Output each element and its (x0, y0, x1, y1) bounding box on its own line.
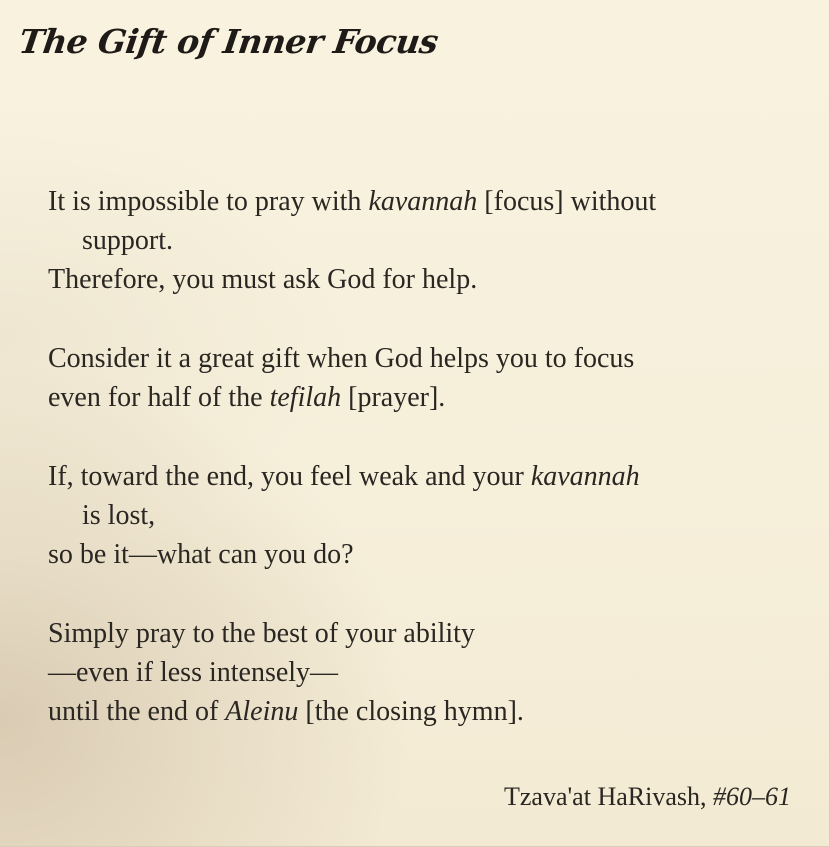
stanza-1 (48, 182, 808, 299)
poem-line: even for half of the tefilah [prayer]. (48, 382, 446, 413)
hebrew-term: tefilah (269, 382, 342, 413)
hebrew-term: Aleinu (225, 696, 299, 727)
poem-line: is lost, (82, 500, 156, 531)
poem-line: It is impossible to pray with kavannah [focus] without (48, 186, 657, 217)
page-title: The Gift of Inner Focus (16, 22, 441, 61)
source-citation: Tzava'at HaRivash, #60–61 (504, 782, 791, 811)
stanza-2 (48, 339, 808, 417)
stanza-3 (48, 457, 808, 574)
poem-body (48, 182, 808, 771)
poem-line: —even if less intensely— (48, 657, 339, 688)
poem-line: until the end of Aleinu [the closing hymn]. (48, 696, 524, 727)
poem-line: If, toward the end, you feel weak and your kavannah (48, 461, 640, 492)
poem-line: Consider it a great gift when God helps you to focus (48, 343, 635, 374)
poem-line: support. (82, 225, 173, 256)
poem-line: so be it—what can you do? (48, 539, 354, 570)
hebrew-term: kavannah (368, 186, 478, 217)
stanza-4 (48, 614, 808, 731)
poem-line: Therefore, you must ask God for help. (48, 264, 478, 295)
poem-line: Simply pray to the best of your ability (48, 618, 475, 649)
hebrew-term: kavannah (530, 461, 640, 492)
